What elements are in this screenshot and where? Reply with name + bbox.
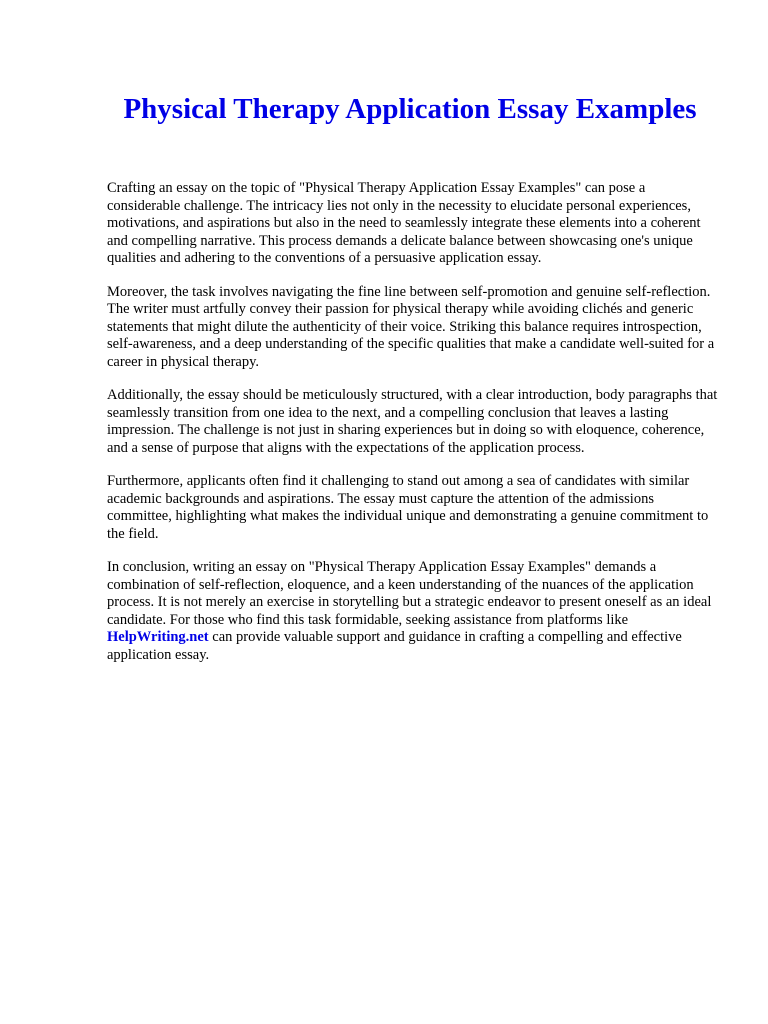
paragraph-4: Furthermore, applicants often find it challenging to stand out among a sea of candidates with similar academic backgrounds and aspirations. The essay must capture the attention of the admissions committee, highlighting what makes the individual unique and demonstrating a genuine commitment to the field. (107, 473, 709, 542)
paragraph-1: Crafting an essay on the topic of "Physical Therapy Application Essay Examples" can pose a considerable challenge. The intricacy lies not only in the necessity to elucidate personal experiences, motivations, and aspirations but also in the need to seamlessly integrate these elements into a coherent and compelling narrative. This process demands a delicate balance between showcasing one's unique qualities and adhering to the conventions of a persuasive application essay. (107, 180, 701, 266)
page-title: Physical Therapy Application Essay Examples (123, 93, 697, 125)
paragraph-2: Moreover, the task involves navigating the fine line between self-promotion and genuine self-reflection. The writer must artfully convey their passion for physical therapy while avoiding clichés and generic statements that might dilute the authenticity of their voice. Striking this balance requires introspection, self-awareness, and a deep understanding of the specific qualities that make a candidate well-suited for a career in physical therapy. (107, 283, 715, 370)
essay-body (107, 180, 719, 680)
paragraph-3: Additionally, the essay should be meticulously structured, with a clear introduction, body paragraphs that seamlessly transition from one idea to the next, and a compelling conclusion that leaves a lasting impression. The challenge is not just in sharing experiences but in doing so with eloquence, coherence, and a sense of purpose that aligns with the expectations of the application process. (107, 387, 718, 456)
conclusion-text-after-link: can provide valuable support and guidance in crafting a compelling and effective application essay. (107, 629, 682, 663)
paragraph-conclusion (107, 559, 719, 664)
conclusion-text-before-link: In conclusion, writing an essay on "Physical Therapy Application Essay Examples" demands a combination of self-reflection, eloquence, and a keen understanding of the nuances of the application process. It is not merely an exercise in storytelling but a strategic endeavor to present oneself as an ideal candidate. For those who find this task formidable, seeking assistance from platforms like (107, 559, 712, 628)
helpwriting-link[interactable]: HelpWriting.net (107, 629, 209, 645)
